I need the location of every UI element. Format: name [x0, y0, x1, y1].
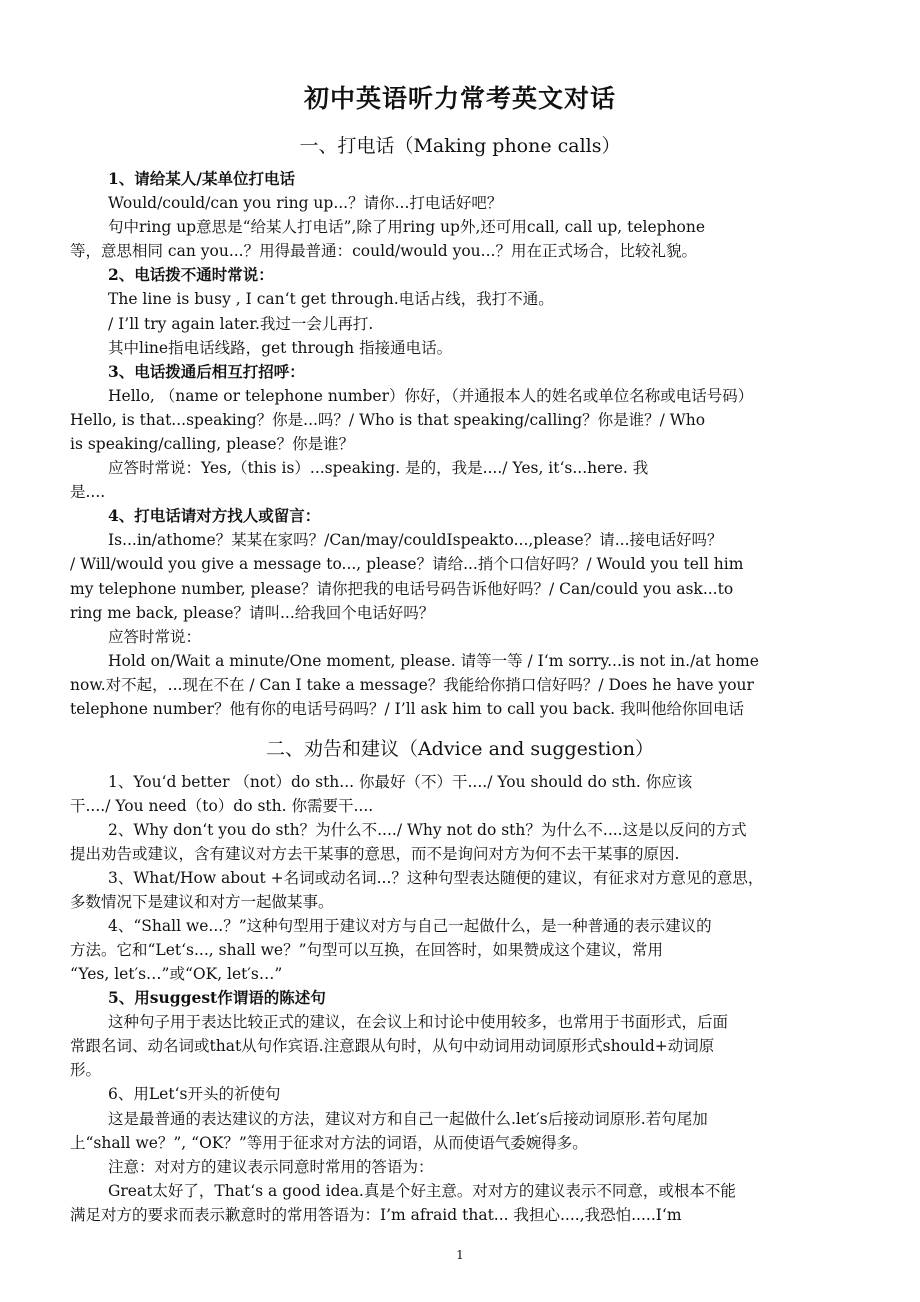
page-title: 初中英语听力常考英文对话 — [303, 84, 616, 113]
text-line: ring me back, please？请叫...给我回个电话好吗？ — [70, 604, 435, 622]
text-line: / Will/would you give a message to..., please？请给...捎个口信好吗？/ Would you tell him — [70, 555, 744, 573]
text-line: 应答时常说：Yes,（this is）...speaking. 是的，我是..../ Yes, it‘s...here. 我 — [108, 459, 649, 477]
text-line: “Yes, let′s…”或“OK, let′s…” — [70, 965, 283, 983]
page-number: 1 — [456, 1248, 464, 1262]
text-line: Hello, is that...speaking？你是...吗？/ Who is that speaking/calling？你是谁？/ Who — [70, 411, 706, 429]
text-line: Hold on/Wait a minute/One moment, please. 请等一等 / I‘m sorry...is not in./at home — [108, 652, 759, 670]
text-line: The line is busy , I can‘t get through.电话占线，我打不通。 — [108, 290, 554, 308]
text-line: 方法。它和“Let‘s..., shall we？”句型可以互换，在回答时，如果赞成这个建议，常用 — [70, 941, 664, 959]
text-line: 提出劝告或建议，含有建议对方去干某事的意思，而不是询问对方为何不去干某事的原因. — [70, 845, 680, 863]
text-line: telephone number？他有你的电话号码吗？/ I’ll ask him to call you back. 我叫他给你回电话 — [70, 700, 744, 718]
text-line: 满足对方的要求而表示歉意时的常用答语为：I’m afraid that... 我担心....,我恐怕.....I‘m — [70, 1206, 682, 1224]
text-line: is speaking/calling, please？你是谁？ — [70, 435, 355, 453]
text-line: 这是最普通的表达建议的方法，建议对方和自己一起做什么.let′s后接动词原形.若句尾加 — [108, 1110, 708, 1128]
text-line: my telephone number, please？请你把我的电话号码告诉他好吗？/ Can/could you ask...to — [70, 580, 734, 598]
text-line: Hello, （name or telephone number）你好，（并通报本人的姓名或单位名称或电话号码） — [108, 387, 754, 405]
subsection-title: 1、请给某人/某单位打电话 — [108, 169, 295, 188]
text-line: 2、Why don‘t you do sth？为什么不..../ Why not do sth？为什么不....这是以反问的方式 — [108, 821, 747, 839]
text-line: 多数情况下是建议和对方一起做某事。 — [70, 893, 334, 911]
subsection-title: 3、电话拨通后相互打招呼： — [108, 362, 305, 381]
text-line: 应答时常说： — [108, 628, 202, 646]
text-line: / I’ll try again later.我过一会儿再打. — [108, 315, 374, 333]
text-line: Great太好了，That‘s a good idea.真是个好主意。对对方的建议表示不同意，或根本不能 — [108, 1182, 736, 1200]
text-line: 其中line指电话线路，get through 指接通电话。 — [108, 339, 453, 357]
text-line: 注意：对对方的建议表示同意时常用的答语为： — [108, 1158, 434, 1176]
text-line: 干..../ You need（to）do sth. 你需要干.... — [70, 797, 374, 815]
section-heading-phone-calls: 一、打电话（Making phone calls） — [299, 135, 621, 157]
text-line: 上“shall we？”, “OK？”等用于征求对方法的词语，从而使语气委婉得多。 — [70, 1134, 588, 1152]
subsection-title: 2、电话拨不通时常说： — [108, 265, 274, 284]
subsection-title: 6、用Let‘s开头的祈使句 — [108, 1085, 281, 1103]
text-line: 这种句子用于表达比较正式的建议，在会议上和讨论中使用较多，也常用于书面形式，后面 — [108, 1013, 729, 1031]
text-line: now.对不起，...现在不在 / Can I take a message？我能给你捎口信好吗？/ Does he have your — [70, 676, 754, 694]
text-line: Is...in/athome？某某在家吗？/Can/may/couldIspeakto...,please？请...接电话好吗？ — [108, 531, 723, 549]
text-line: 等，意思相同 can you...？用得最普通：could/would you...？用在正式场合，比较礼貌。 — [70, 242, 697, 260]
text-line: 1、You‘d better （not）do sth... 你最好（不）干..../ You should do sth. 你应该 — [108, 773, 693, 791]
text-line: 常跟名词、动名词或that从句作宾语.注意跟从句时，从句中动词用动词原形式should+动词原 — [70, 1037, 715, 1055]
text-line: 句中ring up意思是“给某人打电话”,除了用ring up外,还可用call, call up, telephone — [108, 218, 706, 236]
text-line: 形。 — [70, 1061, 102, 1079]
text-line: 4、“Shall we...？”这种句型用于建议对方与自己一起做什么，是一种普通的表示建议的 — [108, 917, 712, 935]
section-heading-advice: 二、劝告和建议（Advice and suggestion） — [265, 738, 655, 760]
text-line: Would/could/can you ring up...？请你...打电话好吧？ — [108, 194, 503, 212]
subsection-title: 5、用suggest作谓语的陈述句 — [108, 988, 326, 1007]
text-line: 是.... — [70, 483, 106, 501]
subsection-title: 4、打电话请对方找人或留言： — [108, 506, 321, 525]
text-line: 3、What/How about +名词或动名词...？这种句型表达随便的建议，有征求对方意见的意思， — [108, 869, 764, 887]
